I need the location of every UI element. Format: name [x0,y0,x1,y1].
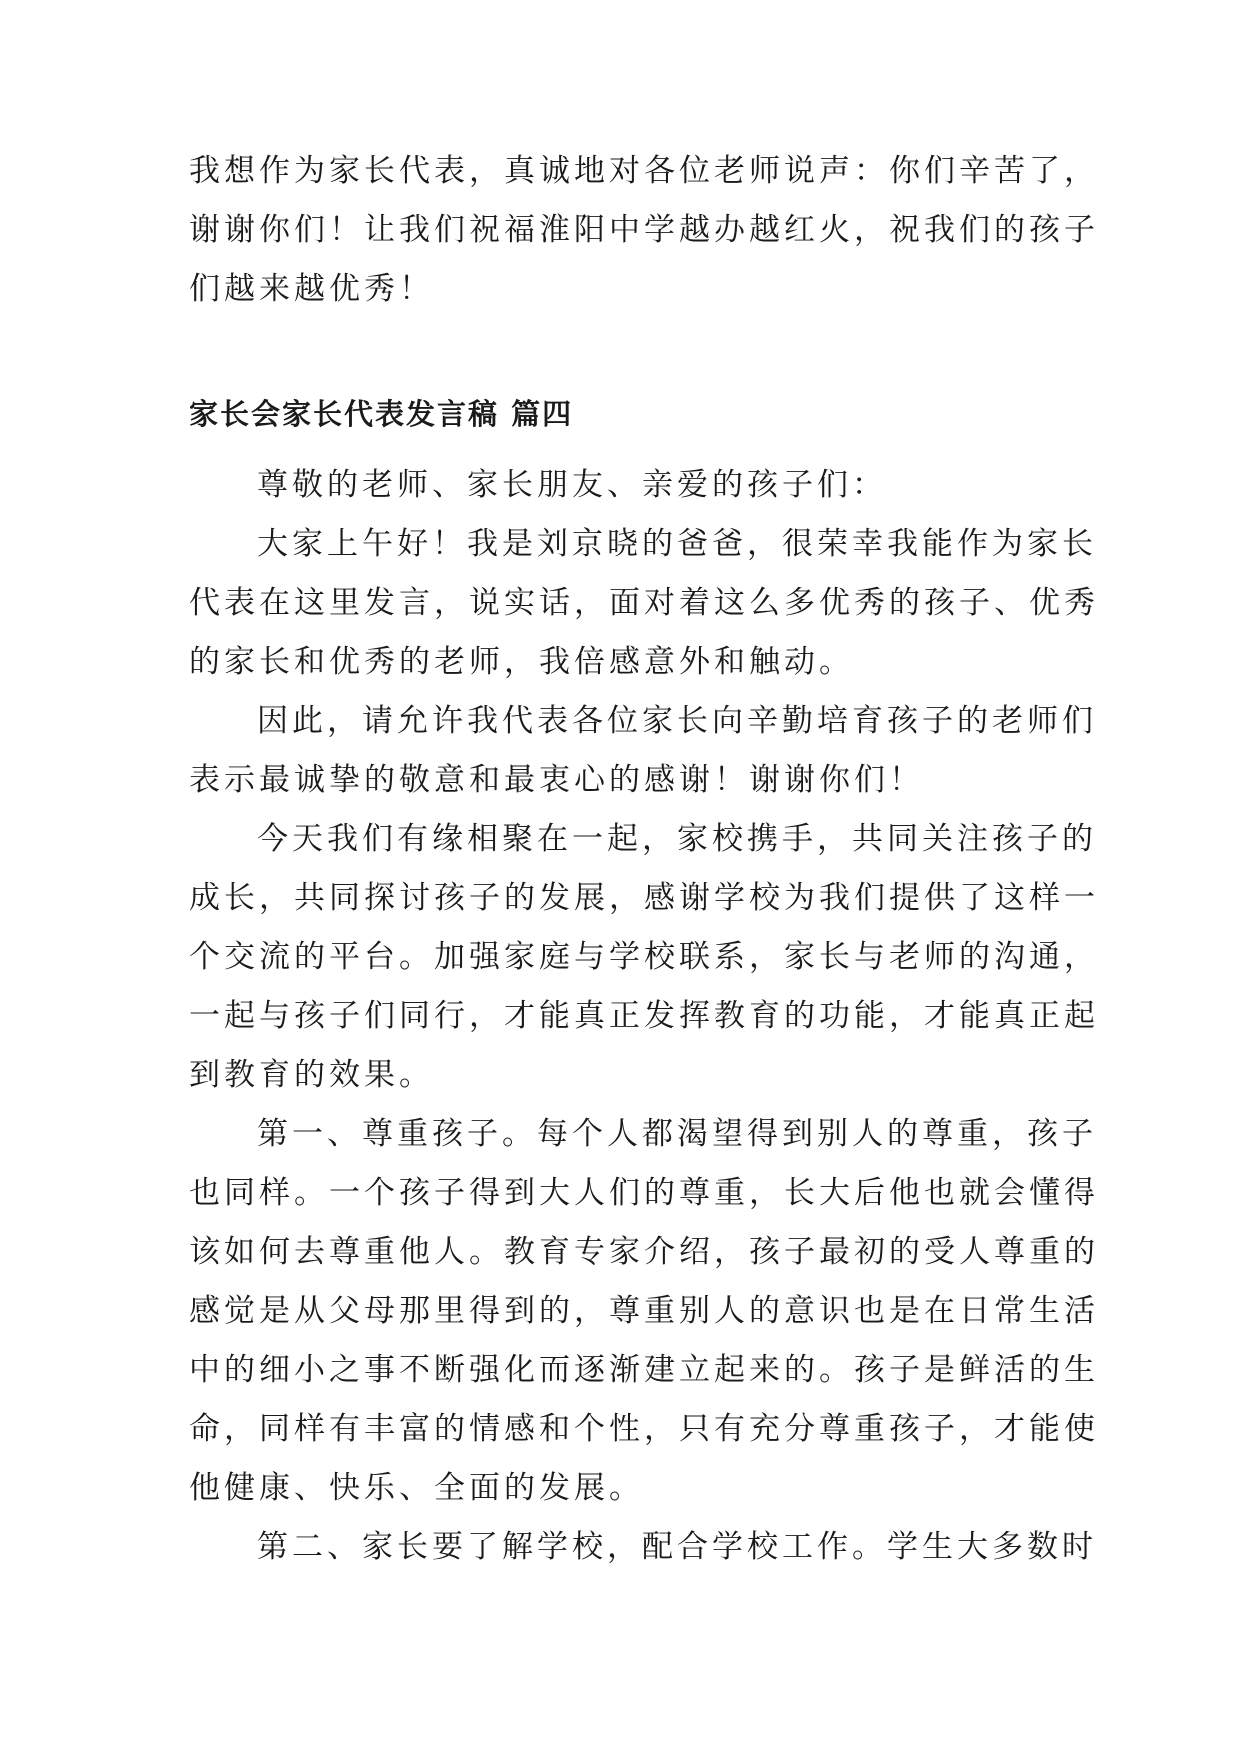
text-line: 的家长和优秀的老师，我倍感意外和触动。 [189,644,854,680]
text-line: 中的细小之事不断强化而逐渐建立起来的。孩子是鲜活的生 [189,1352,1099,1388]
section-title: 家长会家长代表发言稿 篇四 [189,397,574,431]
text-line: 一起与孩子们同行，才能真正发挥教育的功能，才能真正起 [189,998,1099,1034]
text-line: 因此，请允许我代表各位家长向辛勤培育孩子的老师们 [257,703,1097,739]
paragraph [189,1105,1099,1518]
text-line: 第二、家长要了解学校，配合学校工作。学生大多数时 [257,1529,1097,1565]
text-line: 我想作为家长代表，真诚地对各位老师说声：你们辛苦了， [189,153,1099,189]
paragraph [189,1518,1097,1577]
paragraph [189,515,1099,692]
text-line: 个交流的平台。加强家庭与学校联系，家长与老师的沟通， [189,939,1099,975]
text-line: 该如何去尊重他人。教育专家介绍，孩子最初的受人尊重的 [189,1234,1099,1270]
text-line: 也同样。一个孩子得到大人们的尊重，长大后他也就会懂得 [189,1175,1099,1211]
text-line: 到教育的效果。 [189,1057,434,1093]
speech-body [189,456,1099,1577]
greeting-paragraph [189,456,1069,515]
text-line: 表示最诚挚的敬意和最衷心的感谢！谢谢你们！ [189,762,924,798]
text-line: 感觉是从父母那里得到的，尊重别人的意识也是在日常生活 [189,1293,1099,1329]
text-line: 成长，共同探讨孩子的发展，感谢学校为我们提供了这样一 [189,880,1099,916]
text-line: 们越来越优秀！ [189,271,434,307]
intro-paragraph [189,142,1099,319]
text-line: 大家上午好！我是刘京晓的爸爸，很荣幸我能作为家长 [257,526,1097,562]
text-line: 今天我们有缘相聚在一起，家校携手，共同关注孩子的 [257,821,1097,857]
paragraph [189,810,1099,1105]
text-line: 他健康、快乐、全面的发展。 [189,1470,644,1506]
text-line: 命，同样有丰富的情感和个性，只有充分尊重孩子，才能使 [189,1411,1099,1447]
text-line: 尊敬的老师、家长朋友、亲爱的孩子们： [257,467,887,503]
paragraph [189,692,1097,810]
text-line: 第一、尊重孩子。每个人都渴望得到别人的尊重，孩子 [257,1116,1097,1152]
text-line: 谢谢你们！让我们祝福淮阳中学越办越红火，祝我们的孩子 [189,212,1099,248]
text-line: 代表在这里发言，说实话，面对着这么多优秀的孩子、优秀 [189,585,1099,621]
